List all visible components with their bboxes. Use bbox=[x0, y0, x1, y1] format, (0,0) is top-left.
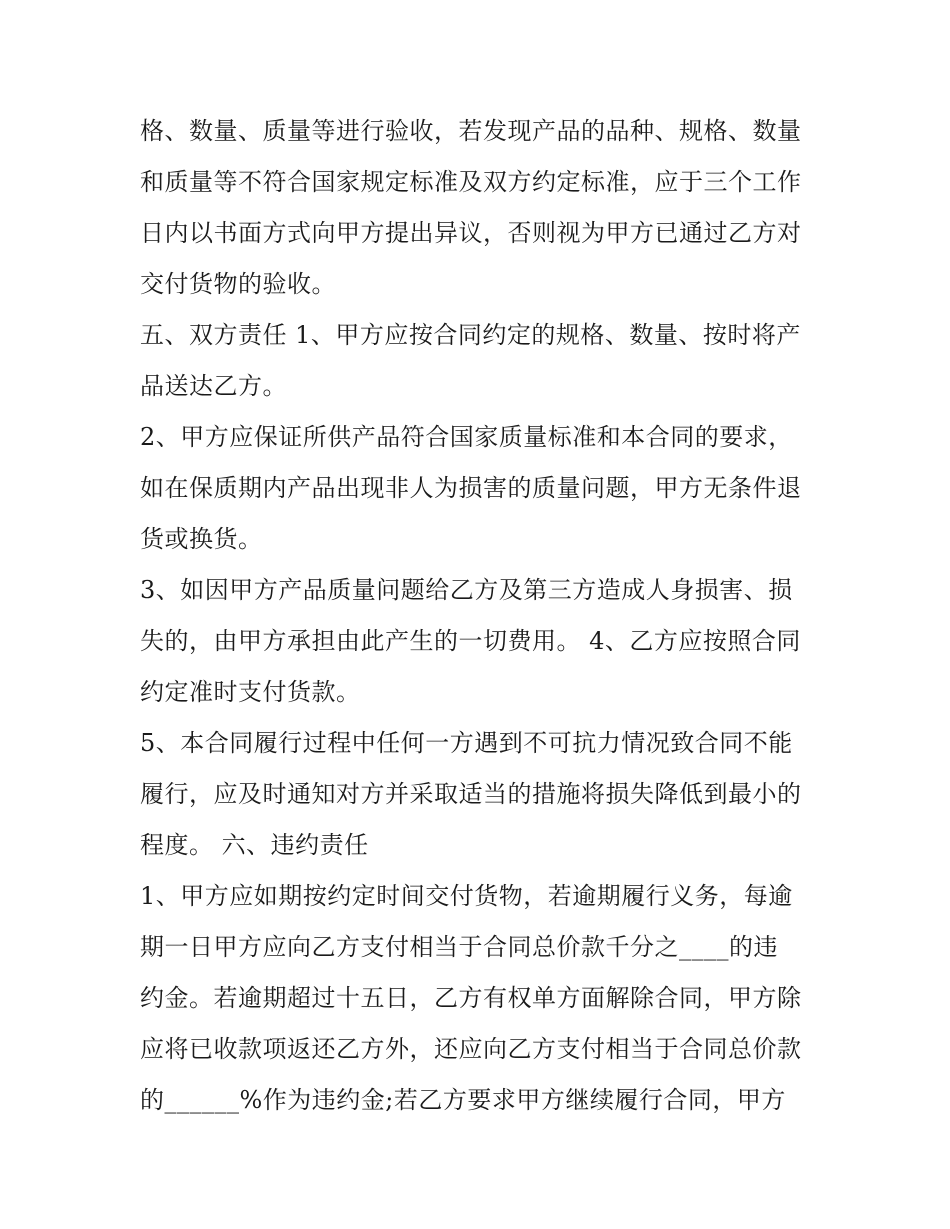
text-line: 2、甲方应保证所供产品符合国家质量标准和本合同的要求， bbox=[140, 423, 793, 451]
text-line: 约定准时支付货款。 bbox=[140, 678, 361, 706]
text-line: 5、本合同履行过程中任何一方遇到不可抗力情况致合同不能 bbox=[140, 729, 793, 757]
text-line: 程度。 六、违约责任 bbox=[140, 831, 369, 859]
text-line: 五、双方责任 1、甲方应按合同约定的规格、数量、按时将产 bbox=[140, 321, 801, 349]
document-body bbox=[140, 106, 815, 1126]
text-line: 格、数量、质量等进行验收，若发现产品的品种、规格、数量 bbox=[140, 117, 802, 145]
paragraph-responsibilities-3-4 bbox=[140, 565, 815, 718]
text-line: 品送达乙方。 bbox=[140, 372, 287, 400]
text-line: 日内以书面方式向甲方提出异议，否则视为甲方已通过乙方对 bbox=[140, 219, 802, 247]
text-line: 3、如因甲方产品质量问题给乙方及第三方造成人身损害、损 bbox=[140, 576, 793, 604]
text-line: 期一日甲方应向乙方支付相当于合同总价款千分之____的违 bbox=[140, 933, 778, 961]
paragraph-responsibilities-5 bbox=[140, 718, 815, 871]
text-line: 1、甲方应如期按约定时间交付货物，若逾期履行义务，每逾 bbox=[140, 882, 793, 910]
paragraph-acceptance bbox=[140, 106, 815, 310]
text-line: 应将已收款项返还乙方外，还应向乙方支付相当于合同总价款 bbox=[140, 1035, 802, 1063]
text-line: 约金。若逾期超过十五日，乙方有权单方面解除合同，甲方除 bbox=[140, 984, 802, 1012]
text-line: 货或换货。 bbox=[140, 525, 263, 553]
paragraph-breach-liability bbox=[140, 871, 815, 1126]
text-line: 履行，应及时通知对方并采取适当的措施将损失降低到最小的 bbox=[140, 780, 802, 808]
text-line: 和质量等不符合国家规定标准及双方约定标准，应于三个工作 bbox=[140, 168, 802, 196]
text-line: 失的，由甲方承担由此产生的一切费用。 4、乙方应按照合同 bbox=[140, 627, 801, 655]
paragraph-responsibilities-1 bbox=[140, 310, 815, 412]
text-line: 交付货物的验收。 bbox=[140, 270, 336, 298]
text-line: 的______%作为违约金;若乙方要求甲方继续履行合同，甲方 bbox=[140, 1086, 786, 1114]
paragraph-responsibilities-2 bbox=[140, 412, 815, 565]
text-line: 如在保质期内产品出现非人为损害的质量问题，甲方无条件退 bbox=[140, 474, 802, 502]
